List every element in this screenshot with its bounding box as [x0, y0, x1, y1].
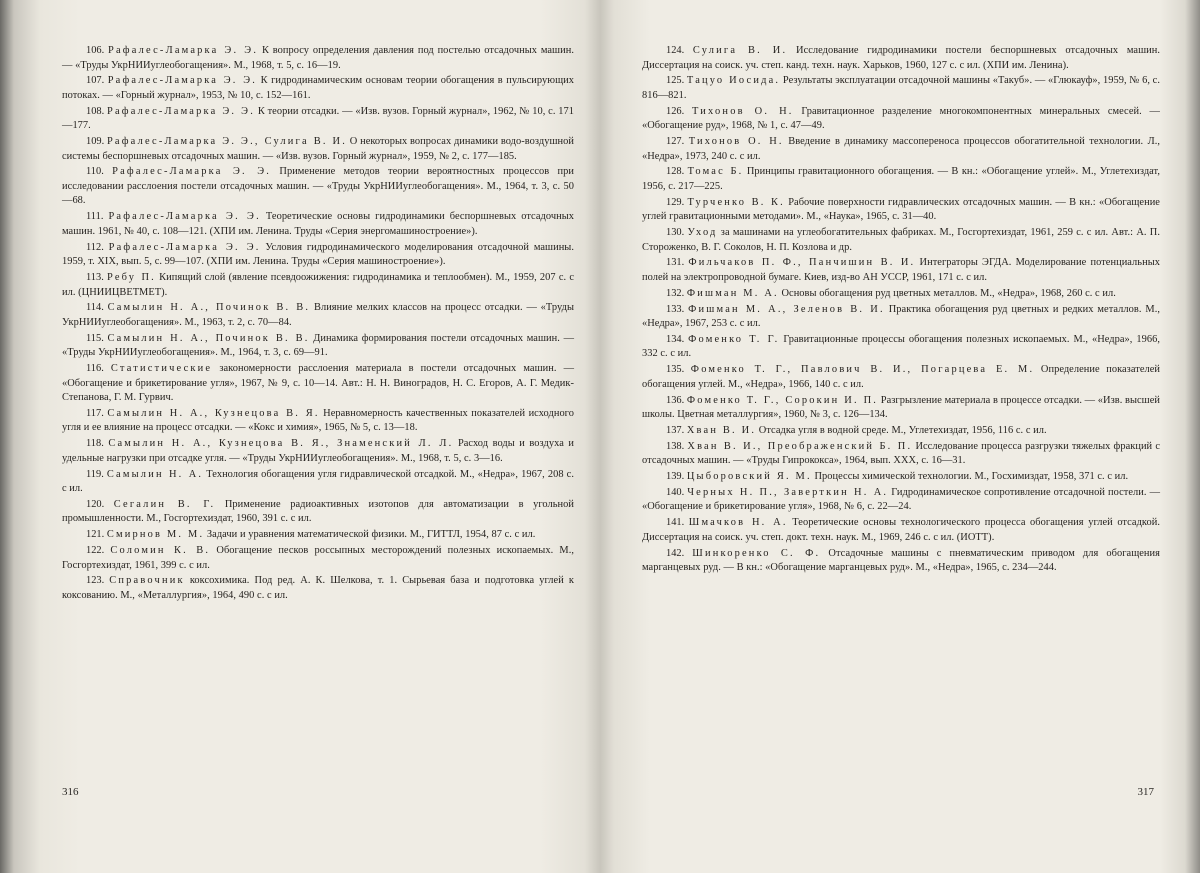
bibliography-entry: [642, 105, 1160, 134]
entry-author: Рафалес-Ламарка Э. Э.: [108, 45, 259, 56]
bibliography-entry: [642, 424, 1160, 439]
entry-text: Технология обогащения угля гидравлической отсадкой. М., «Недра», 1967, 208 с. с ил.: [62, 468, 574, 495]
right-page: [600, 0, 1200, 873]
entry-author: Рафалес-Ламарка Э. Э., Сулига В. И.: [106, 136, 348, 148]
bibliography-entry: [62, 407, 574, 436]
entry-text: Неравномерность качественных показателей исходного угля и ее влияние на процесс отсадки. — «Кокс и химия», 1965, № 5, с. 13—18.: [62, 407, 574, 434]
entry-text: Отсадка угля в водной среде. М., Углетехиздат, 1956, 116 с. с ил.: [758, 424, 1047, 436]
entry-text: Исследование процесса разгрузки тяжелых фракций с отсадочных машин. — «Труды Гипрококса», 1964, вып. XXX, с. 16—31.: [642, 440, 1160, 467]
entry-author: Самылин Н. А., Починок В. В.: [107, 302, 311, 314]
entry-number: 117.: [86, 407, 104, 419]
entry-author: Черных Н. П., Заверткин Н. А.: [687, 486, 889, 498]
entry-text: Обогащение песков россыпных месторождений полезных ископаемых. М., Госгортехиздат, 1961, 399 с. с ил.: [62, 545, 574, 571]
entry-author: Рафалес-Ламарка Э. Э.: [107, 75, 258, 87]
entry-text: Динамика формирования постели отсадочных машин. — «Труды УкрНИИуглеобогащения». М., 1964, т. 3, с. 69—91.: [62, 332, 575, 359]
entry-number: 138.: [666, 440, 685, 452]
entry-author: Сегалин В. Г.: [113, 498, 216, 510]
bibliography-entry: [62, 544, 574, 573]
entry-number: 113.: [86, 271, 104, 283]
entry-text: Гравитационное разделение многокомпонентных минеральных смесей. — «Обогащение руд», 1968, № 1, с. 47—49.: [642, 105, 1160, 132]
entry-author: Фишман М. А.: [686, 287, 779, 299]
bibliography-entry: [642, 547, 1160, 576]
entry-text: Теоретические основы технологического процесса обогащения углей отсадкой. Диссертация на соиск. уч. степ. докт. техн. наук. М., 1969, 246 с. с ил. (ИОТТ).: [642, 517, 1161, 543]
entry-author: Фоменко Т. Г.: [688, 333, 780, 345]
entry-number: 125.: [666, 75, 685, 87]
entry-number: 107.: [86, 75, 105, 87]
entry-author: Тацуо Иосида.: [686, 75, 781, 87]
entry-author: Тихонов О. Н.: [688, 136, 784, 148]
entry-text: Расход воды и воздуха и удельные нагрузки при отсадке угля. — «Труды УкрНИИуглеобогащения». М., 1968, т. 5, с. 3—16.: [62, 438, 574, 464]
bibliography-entry: [642, 394, 1160, 423]
entry-number: 122.: [86, 545, 105, 557]
bibliography-list-left: [62, 44, 574, 603]
entry-author: Фоменко Т. Г., Сорокин И. П.: [686, 394, 879, 406]
entry-number: 134.: [666, 333, 685, 345]
entry-author: Фоменко Т. Г., Павлович В. И., Погарцева Е. М.: [690, 364, 1035, 376]
entry-text: Гравитационные процессы обогащения полезных ископаемых. М., «Недра», 1966, 332 с. с ил.: [642, 333, 1160, 360]
entry-text: Влияние мелких классов на процесс отсадки. — «Труды УкрНИИуглеобогащения». М., 1963, т. 2, с. 70—84.: [62, 302, 574, 328]
entry-author: Самылин Н. А., Кузнецова В. Я., Знаменский Л. Л.: [108, 438, 454, 450]
entry-number: 133.: [666, 303, 685, 315]
bibliography-entry: [642, 333, 1160, 362]
bibliography-entry: [62, 574, 574, 603]
entry-author: Хван В. И., Преображенский Б. П.: [687, 440, 913, 452]
entry-text: Рабочие поверхности гидравлических отсадочных машин. — В кн.: «Обогащение углей гравитационными методами». М., «Наука», 1965, с. 31—40.: [642, 196, 1160, 223]
entry-number: 140.: [666, 486, 685, 498]
entry-text: Отсадочные машины с пневматическим приводом для обогащения марганцевых руд. — В кн.: «Обогащение марганцевых руд». М., «Недра», 1965, с. 234—244.: [642, 547, 1160, 574]
entry-text: за машинами на углеобогатительных фабриках. М., Госгортехиздат, 1961, 259 с. с ил. Авт.: А. П. Стороженко, В. Г. Соколов, Н. П. Козлова и др.: [642, 227, 1160, 253]
entry-text: Введение в динамику массопереноса процессов обогатительной технологии. Л., «Недра», 1973, 240 с. с ил.: [642, 136, 1160, 162]
entry-author: Соломин К. В.: [110, 545, 211, 557]
bibliography-entry: [642, 165, 1160, 194]
entry-number: 126.: [666, 105, 685, 117]
entry-author: Уход: [687, 227, 718, 239]
bibliography-entry: [642, 486, 1160, 515]
bibliography-entry: [62, 74, 574, 103]
entry-author: Тихонов О. Н.: [691, 105, 794, 117]
entry-text: К теории отсадки. — «Изв. вузов. Горный журнал», 1962, № 10, с. 171—177.: [62, 105, 574, 132]
bibliography-entry: [62, 241, 574, 270]
entry-number: 130.: [666, 227, 685, 239]
entry-author: Фишман М. А., Зеленов В. И.: [688, 303, 885, 315]
entry-text: Основы обогащения руд цветных металлов. М., «Недра», 1968, 260 с. с ил.: [781, 287, 1116, 299]
entry-number: 120.: [86, 498, 105, 510]
entry-author: Рафалес-Ламарка Э. Э.: [108, 211, 261, 223]
bibliography-entry: [62, 271, 574, 300]
bibliography-entry: [62, 437, 574, 466]
entry-number: 106.: [86, 45, 105, 56]
entry-text: Теоретические основы гидродинамики беспоршневых отсадочных машин. 1961, № 40, с. 108—121. (ХПИ им. Ленина. Труды «Серия энергомашиностроение»).: [62, 211, 574, 237]
bibliography-entry: [642, 287, 1160, 302]
bibliography-entry: [642, 44, 1160, 73]
bibliography-entry: [62, 332, 574, 361]
bibliography-entry: [62, 165, 574, 209]
entry-text: К вопросу определения давления под постелью отсадочных машин. — «Труды УкрНИИуглеобогащения». М., 1968, т. 5, с. 16—19.: [62, 45, 574, 71]
bibliography-entry: [642, 516, 1160, 545]
entry-text: Принципы гравитационного обогащения. — В кн.: «Обогащение углей». М., Углетехиздат, 1956, с. 217—225.: [642, 166, 1161, 192]
bibliography-entry: [642, 256, 1160, 285]
entry-author: Ребу П.: [107, 271, 156, 283]
entry-author: Сулига В. И.: [692, 45, 788, 56]
entry-number: 141.: [666, 517, 685, 529]
entry-number: 142.: [666, 547, 685, 559]
bibliography-entry: [642, 440, 1160, 469]
bibliography-entry: [642, 303, 1160, 332]
entry-number: 110.: [86, 166, 104, 178]
entry-text: Практика обогащения руд цветных и редких металлов. М., «Недра», 1967, 253 с. с ил.: [642, 303, 1161, 330]
entry-author: Цыборовский Я. М.: [686, 471, 812, 483]
entry-number: 111.: [86, 211, 104, 223]
entry-number: 139.: [666, 471, 685, 483]
bibliography-entry: [62, 362, 574, 406]
entry-text: Исследование гидродинамики постели беспоршневых отсадочных машин. Диссертация на соиск. уч. степ. канд. техн. наук. Харьков, 1960, 127 с. с ил. (ХПИ им. Ленина).: [642, 45, 1160, 71]
entry-author: Самылин Н. А.: [106, 468, 204, 480]
entry-number: 108.: [86, 105, 105, 117]
entry-author: Статистические: [110, 362, 213, 374]
entry-number: 136.: [666, 394, 685, 406]
entry-number: 135.: [666, 364, 685, 376]
entry-number: 131.: [666, 257, 685, 269]
bibliography-entry: [62, 44, 574, 73]
entry-text: Кипящий слой (явление псевдоожижения: гидродинамика и теплообмен). М., 1959, 207 с. с ил. (ЦНИИЦВЕТМЕТ).: [62, 271, 574, 298]
entry-author: Рафалес-Ламарка Э. Э.: [108, 241, 261, 253]
entry-author: Фильчаков П. Ф., Панчишин В. И.: [688, 257, 916, 269]
bibliography-entry: [62, 135, 574, 164]
bibliography-entry: [642, 470, 1160, 485]
entry-text: Применение радиоактивных изотопов для автоматизации в угольной промышленности. М., Госгортехиздат, 1960, 391 с. с ил.: [62, 498, 574, 525]
entry-author: Шинкоренко С. Ф.: [692, 547, 821, 559]
bibliography-entry: [62, 105, 574, 134]
bibliography-entry: [642, 363, 1160, 392]
entry-number: 123.: [86, 575, 105, 587]
entry-text: Интеграторы ЭГДА. Моделирование потенциальных полей на электропроводной бумаге. Киев, изд-во АН УССР, 1961, 171 с. с ил.: [642, 257, 1160, 283]
entry-number: 127.: [666, 136, 685, 148]
entry-text: Гидродинамическое сопротивление отсадочной постели. — «Обогащение и брикетирование угля», 1968, № 6, с. 22—24.: [642, 486, 1161, 513]
entry-author: Справочник: [109, 575, 185, 587]
entry-number: 121.: [86, 529, 105, 541]
entry-number: 118.: [86, 438, 104, 450]
entry-author: Турченко В. К.: [687, 196, 785, 208]
bibliography-list-right: [642, 44, 1160, 576]
entry-number: 114.: [86, 302, 104, 314]
bibliography-entry: [62, 528, 574, 543]
entry-text: Определение показателей обогащения углей. М., «Недра», 1966, 140 с. с ил.: [642, 364, 1160, 390]
entry-author: Самылин Н. А., Кузнецова В. Я.: [107, 407, 320, 419]
entry-number: 129.: [666, 196, 685, 208]
bibliography-entry: [642, 226, 1160, 255]
bibliography-entry: [642, 74, 1160, 103]
bibliography-entry: [62, 468, 574, 497]
bibliography-entry: [62, 498, 574, 527]
entry-number: 137.: [666, 424, 685, 436]
entry-number: 132.: [666, 287, 685, 299]
entry-number: 124.: [666, 45, 685, 56]
entry-number: 128.: [666, 166, 685, 178]
entry-text: Процессы химической технологии. М., Госхимиздат, 1958, 371 с. с ил.: [814, 471, 1129, 483]
entry-author: Рафалес-Ламарка Э. Э.: [106, 105, 256, 117]
entry-text: закономерности расслоения материала в постели отсадочных машин. — «Обогащение и брикетирование угля», 1967, № 9, с. 10—14. Авт.: Н. Н. Виноградов, Н. С. Егоров, А. Г. Медик-Степанова, Г. М. Гурвич.: [62, 362, 575, 404]
entry-number: 116.: [86, 362, 104, 374]
entry-number: 115.: [86, 332, 104, 344]
entry-number: 112.: [86, 241, 104, 253]
entry-author: Хван В. И.: [686, 424, 757, 436]
entry-author: Рафалес-Ламарка Э. Э.: [112, 166, 272, 178]
entry-author: Томас Б.: [687, 166, 744, 178]
entry-text: Задачи и уравнения математической физики. М., ГИТТЛ, 1954, 87 с. с ил.: [206, 529, 536, 541]
entry-number: 109.: [86, 136, 105, 148]
entry-text: К гидродинамическим основам теории обогащения в пульсирующих потоках. — «Горный журнал», 1953, № 10, с. 152—161.: [62, 75, 574, 101]
bibliography-entry: [62, 210, 574, 239]
entry-text: Разгрызление материала в процессе отсадки. — «Изв. высшей школы. Цветная металлургия», 1960, № 3, с. 126—134.: [642, 394, 1160, 421]
entry-author: Смирнов М. М.: [106, 529, 205, 541]
entry-text: Результаты эксплуатации отсадочной машины «Такуб». — «Глюкауф», 1959, № 6, с. 816—821.: [642, 75, 1160, 101]
entry-author: Шмачков Н. А.: [688, 517, 788, 529]
entry-number: 119.: [86, 468, 104, 480]
bibliography-entry: [642, 196, 1160, 225]
entry-text: коксохимика. Под ред. А. К. Шелкова, т. 1. Сырьевая база и подготовка углей к коксованию. М., «Металлургия», 1964, 490 с. с ил.: [62, 575, 574, 601]
bibliography-entry: [642, 135, 1160, 164]
entry-text: Условия гидродинамического моделирования отсадочной машины. 1959, т. XIX, вып. 5, с. 99—107. (ХПИ им. Ленина. Труды «Серия машиностроение»).: [62, 241, 574, 268]
entry-text: О некоторых вопросах динамики водо-воздушной системы беспоршневых отсадочных машин. — «Изв. вузов. Горный журнал», 1959, № 2, с. 177—185.: [62, 136, 574, 162]
page-number-left: 316: [62, 786, 79, 798]
entry-author: Самылин Н. А., Починок В. В.: [107, 332, 310, 344]
bibliography-entry: [62, 301, 574, 330]
entry-text: Применение методов теории вероятностных процессов при исследовании расслоения постели отсадочных машин. — «Труды УкрНИИуглеобогащения». М., 1964, т. 3, с. 50—68.: [62, 166, 574, 207]
page-number-right: 317: [1137, 786, 1154, 798]
